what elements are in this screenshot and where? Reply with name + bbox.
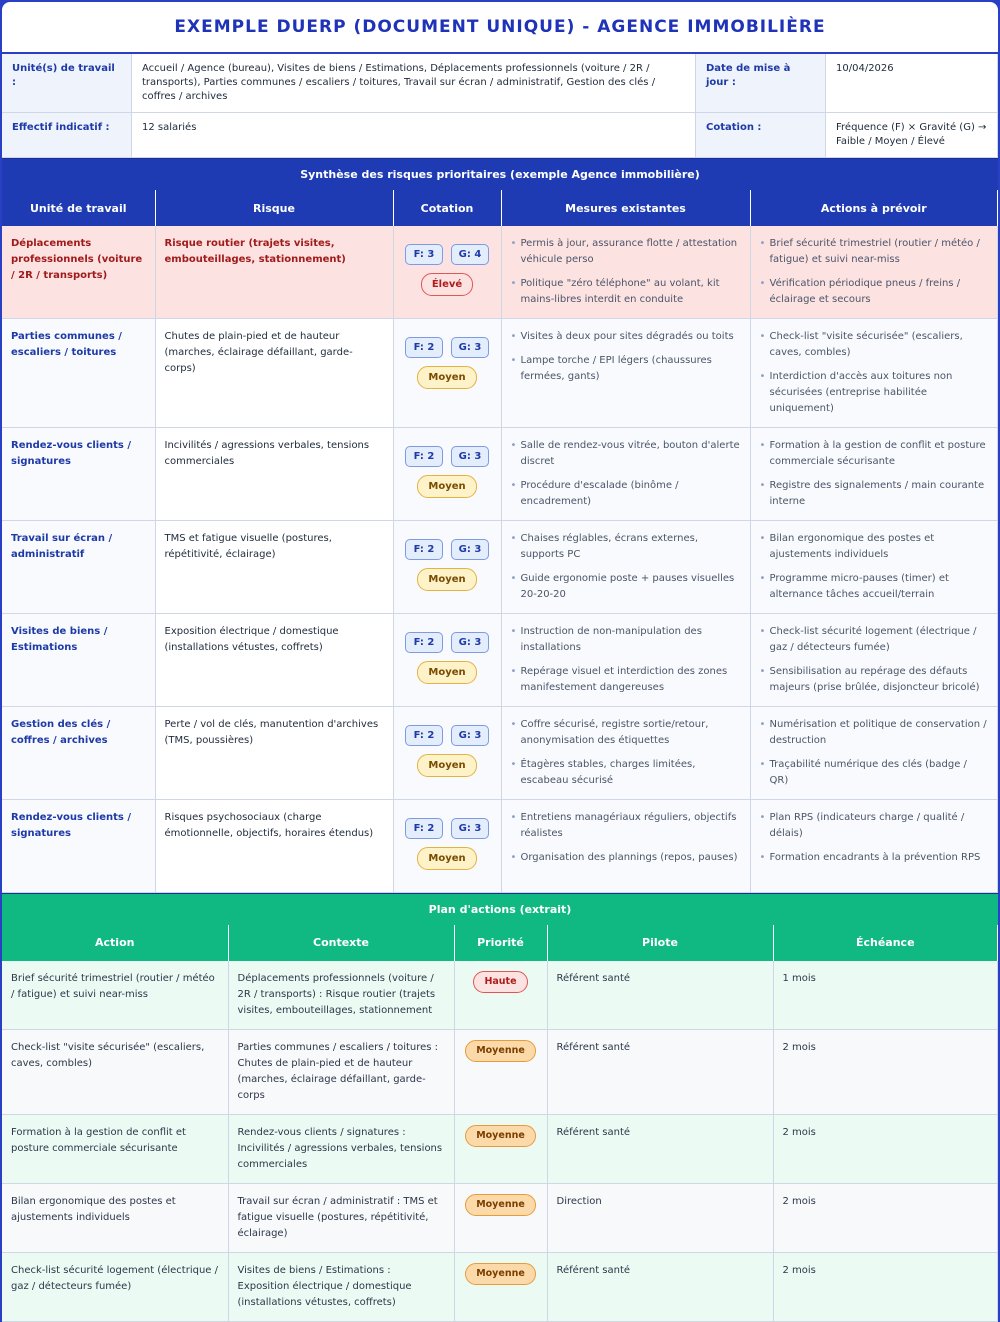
- echeance-cell: 1 mois: [773, 961, 998, 1030]
- cotation-cell: [393, 800, 501, 893]
- table-row: [2, 226, 998, 319]
- pilote-cell: Référent santé: [547, 1029, 773, 1114]
- mesures-list: [511, 438, 741, 510]
- list-item: • Vérification périodique pneus / freins / éclairage et secours: [760, 276, 989, 308]
- unite-cell: Rendez-vous clients / signatures: [2, 428, 155, 521]
- list-item: • Chaises réglables, écrans externes, supports PC: [511, 531, 741, 563]
- plan-header-cell: Action: [2, 925, 228, 961]
- risque-cell: Chutes de plain-pied et de hauteur (marches, éclairage défaillant, garde-corps): [155, 319, 393, 428]
- list-item: • Interdiction d'accès aux toitures non sécurisées (entreprise habilitée uniquement): [760, 369, 989, 417]
- table-row: [2, 614, 998, 707]
- niveau-badge: Moyen: [417, 754, 476, 777]
- synthese-header-row: [2, 190, 998, 226]
- frequence-chip: F: 3: [405, 244, 443, 265]
- actions-cell: [750, 614, 998, 707]
- list-item: • Programme micro-pauses (timer) et alternance tâches accueil/terrain: [760, 571, 989, 603]
- cotation-chips: [403, 539, 492, 560]
- unites-label: Unité(s) de travail :: [2, 54, 132, 113]
- list-item: • Politique "zéro téléphone" au volant, kit mains-libres interdit en conduite: [511, 276, 741, 308]
- plan-header-cell: Pilote: [547, 925, 773, 961]
- table-row: [2, 1114, 998, 1183]
- cotation-cell: [393, 707, 501, 800]
- frequence-chip: F: 2: [405, 632, 443, 653]
- cotation-cell: [393, 428, 501, 521]
- cotation-chips: [403, 446, 492, 467]
- risque-cell: TMS et fatigue visuelle (postures, répétitivité, éclairage): [155, 521, 393, 614]
- mesures-cell: [501, 521, 750, 614]
- pilote-cell: Référent santé: [547, 1114, 773, 1183]
- frequence-chip: F: 2: [405, 337, 443, 358]
- actions-list: [760, 329, 989, 417]
- priorite-cell: [454, 1029, 547, 1114]
- gravite-chip: G: 3: [451, 632, 489, 653]
- frequence-chip: F: 2: [405, 539, 443, 560]
- actions-cell: [750, 428, 998, 521]
- list-item: • Repérage visuel et interdiction des zones manifestement dangereuses: [511, 664, 741, 696]
- mesures-list: [511, 329, 741, 385]
- niveau-badge: Moyen: [417, 475, 476, 498]
- list-item: • Check-list sécurité logement (électrique / gaz / détecteurs fumée): [760, 624, 989, 656]
- priorite-badge: Moyenne: [465, 1040, 536, 1062]
- cotation-label: Cotation :: [696, 113, 826, 158]
- risque-cell: Risque routier (trajets visites, embouteillages, stationnement): [155, 226, 393, 319]
- cotation-value: Fréquence (F) × Gravité (G) → Faible / Moyen / Élevé: [826, 113, 998, 158]
- synthese-title: Synthèse des risques prioritaires (exemple Agence immobilière): [2, 158, 998, 190]
- cotation-chips: [403, 632, 492, 653]
- mesures-list: [511, 236, 741, 308]
- table-row: [2, 319, 998, 428]
- mesures-list: [511, 624, 741, 696]
- frequence-chip: F: 2: [405, 818, 443, 839]
- mesures-cell: [501, 319, 750, 428]
- risque-cell: Perte / vol de clés, manutention d'archives (TMS, poussières): [155, 707, 393, 800]
- actions-cell: [750, 521, 998, 614]
- table-row: [2, 521, 998, 614]
- effectif-label: Effectif indicatif :: [2, 113, 132, 158]
- list-item: • Registre des signalements / main courante interne: [760, 478, 989, 510]
- echeance-cell: 2 mois: [773, 1029, 998, 1114]
- table-row: [2, 428, 998, 521]
- mesures-cell: [501, 226, 750, 319]
- list-item: • Permis à jour, assurance flotte / attestation véhicule perso: [511, 236, 741, 268]
- list-item: • Étagères stables, charges limitées, escabeau sécurisé: [511, 757, 741, 789]
- niveau-badge: Élevé: [421, 273, 473, 296]
- unite-cell: Déplacements professionnels (voiture / 2R / transports): [2, 226, 155, 319]
- mesures-cell: [501, 428, 750, 521]
- priorite-badge: Moyenne: [465, 1125, 536, 1147]
- document-title: EXEMPLE DUERP (DOCUMENT UNIQUE) - AGENCE IMMOBILIÈRE: [2, 2, 998, 54]
- list-item: • Plan RPS (indicateurs charge / qualité / délais): [760, 810, 989, 842]
- synthese-header-cell: Risque: [155, 190, 393, 226]
- table-row: [2, 707, 998, 800]
- list-item: • Coffre sécurisé, registre sortie/retour, anonymisation des étiquettes: [511, 717, 741, 749]
- mesures-list: [511, 531, 741, 603]
- cotation-cell: [393, 521, 501, 614]
- unite-cell: Parties communes / escaliers / toitures: [2, 319, 155, 428]
- actions-list: [760, 438, 989, 510]
- date-value: 10/04/2026: [826, 54, 998, 113]
- list-item: • Salle de rendez-vous vitrée, bouton d'alerte discret: [511, 438, 741, 470]
- action-cell: Formation à la gestion de conflit et posture commerciale sécurisante: [2, 1114, 228, 1183]
- priorite-badge: Moyenne: [465, 1194, 536, 1216]
- table-row: [2, 1252, 998, 1321]
- plan-header-cell: Priorité: [454, 925, 547, 961]
- list-item: • Visites à deux pour sites dégradés ou toits: [511, 329, 741, 345]
- risque-cell: Incivilités / agressions verbales, tensions commerciales: [155, 428, 393, 521]
- cotation-chips: [403, 244, 492, 265]
- table-row: [2, 1183, 998, 1252]
- list-item: • Formation encadrants à la prévention RPS: [760, 850, 989, 866]
- gravite-chip: G: 4: [451, 244, 489, 265]
- mesures-list: [511, 810, 741, 866]
- gravite-chip: G: 3: [451, 725, 489, 746]
- list-item: • Sensibilisation au repérage des défauts majeurs (prise brûlée, disjoncteur bricolé): [760, 664, 989, 696]
- unite-cell: Rendez-vous clients / signatures: [2, 800, 155, 893]
- plan-title: Plan d'actions (extrait): [2, 893, 998, 925]
- action-cell: Brief sécurité trimestriel (routier / météo / fatigue) et suivi near-miss: [2, 961, 228, 1030]
- synthese-header-cell: Actions à prévoir: [750, 190, 998, 226]
- synthese-header-cell: Mesures existantes: [501, 190, 750, 226]
- unite-cell: Travail sur écran / administratif: [2, 521, 155, 614]
- list-item: • Guide ergonomie poste + pauses visuelles 20-20-20: [511, 571, 741, 603]
- contexte-cell: Rendez-vous clients / signatures : Incivilités / agressions verbales, tensions commerciales: [228, 1114, 454, 1183]
- date-label: Date de mise à jour :: [696, 54, 826, 113]
- action-cell: Bilan ergonomique des postes et ajustements individuels: [2, 1183, 228, 1252]
- table-row: [2, 961, 998, 1030]
- cotation-cell: [393, 319, 501, 428]
- priorite-cell: [454, 961, 547, 1030]
- list-item: • Bilan ergonomique des postes et ajustements individuels: [760, 531, 989, 563]
- pilote-cell: Référent santé: [547, 1252, 773, 1321]
- synthese-header-cell: Cotation: [393, 190, 501, 226]
- gravite-chip: G: 3: [451, 446, 489, 467]
- echeance-cell: 2 mois: [773, 1183, 998, 1252]
- table-row: [2, 800, 998, 893]
- cotation-chips: [403, 725, 492, 746]
- contexte-cell: Déplacements professionnels (voiture / 2R / transports) : Risque routier (trajets visites, embouteillages, stationnement: [228, 961, 454, 1030]
- contexte-cell: Parties communes / escaliers / toitures : Chutes de plain-pied et de hauteur (marches, éclairage défaillant, garde-corps: [228, 1029, 454, 1114]
- actions-list: [760, 236, 989, 308]
- list-item: • Numérisation et politique de conservation / destruction: [760, 717, 989, 749]
- cotation-chips: [403, 337, 492, 358]
- priorite-badge: Haute: [473, 971, 527, 993]
- table-row: [2, 1029, 998, 1114]
- cotation-cell: [393, 614, 501, 707]
- plan-table: [2, 925, 998, 1322]
- unite-cell: Gestion des clés / coffres / archives: [2, 707, 155, 800]
- plan-header-row: [2, 925, 998, 961]
- cotation-chips: [403, 818, 492, 839]
- list-item: • Formation à la gestion de conflit et posture commerciale sécurisante: [760, 438, 989, 470]
- pilote-cell: Référent santé: [547, 961, 773, 1030]
- niveau-badge: Moyen: [417, 661, 476, 684]
- list-item: • Lampe torche / EPI légers (chaussures fermées, gants): [511, 353, 741, 385]
- actions-cell: [750, 800, 998, 893]
- actions-cell: [750, 226, 998, 319]
- unites-value: Accueil / Agence (bureau), Visites de biens / Estimations, Déplacements professionnels (voiture / 2R / transports), Parties communes / escaliers / toitures, Travail sur écran / administratif, Gestion des clés / coffres / archives: [132, 54, 696, 113]
- actions-list: [760, 810, 989, 866]
- contexte-cell: Travail sur écran / administratif : TMS et fatigue visuelle (postures, répétitivité, éclairage): [228, 1183, 454, 1252]
- mesures-cell: [501, 800, 750, 893]
- list-item: • Entretiens managériaux réguliers, objectifs réalistes: [511, 810, 741, 842]
- priorite-cell: [454, 1114, 547, 1183]
- risque-cell: Exposition électrique / domestique (installations vétustes, coffrets): [155, 614, 393, 707]
- actions-list: [760, 624, 989, 696]
- gravite-chip: G: 3: [451, 818, 489, 839]
- risque-cell: Risques psychosociaux (charge émotionnelle, objectifs, horaires étendus): [155, 800, 393, 893]
- echeance-cell: 2 mois: [773, 1252, 998, 1321]
- actions-cell: [750, 707, 998, 800]
- actions-list: [760, 531, 989, 603]
- action-cell: Check-list sécurité logement (électrique / gaz / détecteurs fumée): [2, 1252, 228, 1321]
- list-item: • Organisation des plannings (repos, pauses): [511, 850, 741, 866]
- frequence-chip: F: 2: [405, 446, 443, 467]
- gravite-chip: G: 3: [451, 539, 489, 560]
- list-item: • Check-list "visite sécurisée" (escaliers, caves, combles): [760, 329, 989, 361]
- synthese-header-cell: Unité de travail: [2, 190, 155, 226]
- contexte-cell: Visites de biens / Estimations : Exposition électrique / domestique (installations vétustes, coffrets): [228, 1252, 454, 1321]
- priorite-cell: [454, 1252, 547, 1321]
- frequence-chip: F: 2: [405, 725, 443, 746]
- priorite-cell: [454, 1183, 547, 1252]
- list-item: • Procédure d'escalade (binôme / encadrement): [511, 478, 741, 510]
- mesures-cell: [501, 707, 750, 800]
- list-item: • Instruction de non-manipulation des installations: [511, 624, 741, 656]
- niveau-badge: Moyen: [417, 568, 476, 591]
- synthese-table: [2, 190, 998, 893]
- plan-header-cell: Contexte: [228, 925, 454, 961]
- action-cell: Check-list "visite sécurisée" (escaliers, caves, combles): [2, 1029, 228, 1114]
- info-grid: [2, 54, 998, 158]
- pilote-cell: Direction: [547, 1183, 773, 1252]
- echeance-cell: 2 mois: [773, 1114, 998, 1183]
- list-item: • Traçabilité numérique des clés (badge / QR): [760, 757, 989, 789]
- niveau-badge: Moyen: [417, 847, 476, 870]
- mesures-list: [511, 717, 741, 789]
- mesures-cell: [501, 614, 750, 707]
- actions-list: [760, 717, 989, 789]
- priorite-badge: Moyenne: [465, 1263, 536, 1285]
- unite-cell: Visites de biens / Estimations: [2, 614, 155, 707]
- gravite-chip: G: 3: [451, 337, 489, 358]
- niveau-badge: Moyen: [417, 366, 476, 389]
- actions-cell: [750, 319, 998, 428]
- plan-header-cell: Échéance: [773, 925, 998, 961]
- cotation-cell: [393, 226, 501, 319]
- list-item: • Brief sécurité trimestriel (routier / météo / fatigue) et suivi near-miss: [760, 236, 989, 268]
- effectif-value: 12 salariés: [132, 113, 696, 158]
